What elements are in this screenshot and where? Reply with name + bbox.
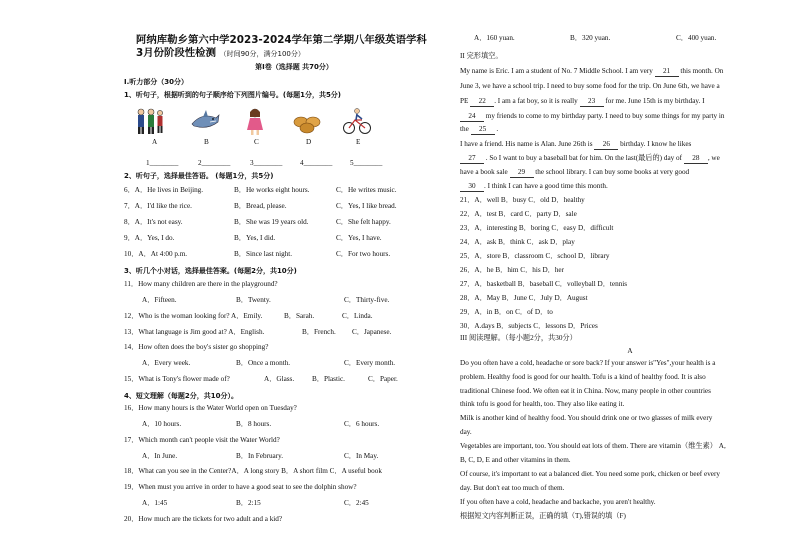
passage-line-4: think tofu is good for health, too. They also like eating it.: [460, 400, 625, 408]
question-18: 18．What can you see in the Center?A．A long story B．A short film C．A useful book: [124, 467, 382, 475]
blank-29[interactable]: 29: [510, 168, 534, 178]
cloze-option-24[interactable]: 24．A．ask B．think C．ask D．play: [460, 238, 575, 246]
cloze-option-21[interactable]: 21．A．well B．busy C．old D．healthy: [460, 196, 585, 204]
reading-heading: III 阅读理解。（每小题2分，共30分）: [460, 334, 577, 342]
picture-blank-5[interactable]: 5________: [350, 159, 383, 167]
question-7: 7．A．I'd like the rice.: [124, 202, 192, 210]
question-8: 8．A．It's not easy.: [124, 218, 183, 226]
question-19-option-a[interactable]: A．1:45: [142, 499, 168, 507]
question-17-option-b[interactable]: B．In February.: [236, 452, 284, 460]
question-15-option-a[interactable]: A．Glass.: [264, 375, 295, 383]
cloze-line-7: 27 . So I want to buy a baseball bat for him. On the last(最后的) day of 28 , we: [460, 154, 720, 164]
blank-23[interactable]: 23: [580, 97, 604, 107]
shark-picture: [190, 106, 220, 136]
question-11-option-a[interactable]: A．Fifteen.: [142, 296, 177, 304]
cloze-line-9: 30 . I think I can have a good time this month.: [460, 182, 608, 192]
blank-27[interactable]: 27: [460, 154, 484, 164]
passage-line-10: day. But don't eat too much of them.: [460, 484, 565, 492]
question-16-option-b[interactable]: B．8 hours.: [236, 420, 272, 428]
passage-line-8: B, C, D, E and other vitamins in them.: [460, 456, 571, 464]
picture-label-a: A: [152, 138, 158, 146]
cloze-line-3: PE 22 . I am a fat boy, so it is really 23 for me. June 15th is my birthday. I: [460, 97, 705, 105]
question-6: 6．A．He lives in Beijing.: [124, 186, 204, 194]
question-19: 19．When must you arrive in order to have a good seat to see the dolphin show?: [124, 483, 357, 491]
true-false-instruction: 根据短文内容判断正误，正确的填（T),错误的填（F): [460, 512, 626, 520]
question-10-option-b[interactable]: B．Since last night.: [234, 250, 293, 258]
picture-blank-2[interactable]: 2________: [198, 159, 231, 167]
passage-line-6: day.: [460, 428, 472, 436]
section-4-heading: 4、短文理解（每题2分，共10分）。: [124, 392, 238, 400]
question-16-option-a[interactable]: A．10 hours.: [142, 420, 182, 428]
question-9-option-b[interactable]: B．Yes, I did.: [234, 234, 276, 242]
question-14-option-b[interactable]: B．Once a month.: [236, 359, 291, 367]
cloze-line-8: have a book sale 29 the school library. I can buy some books at very good: [460, 168, 690, 176]
picture-label-e: E: [356, 138, 361, 146]
cloze-line-2: June 3, we have a school trip. I need to buy some food for the trip. On June 6th, we have a: [460, 82, 720, 90]
question-12: 12．Who is the woman looking for? A．Emily.: [124, 312, 263, 320]
passage-line-3: traditional Chinese food. We often eat it in China. Now, many people in other countries: [460, 387, 711, 395]
section-3-heading: 3、听几个小对话，选择最佳答案。(每题2分，共10分): [124, 267, 297, 275]
cloze-option-28[interactable]: 28．A．May B．June C．July D．August: [460, 294, 588, 302]
question-10-option-c[interactable]: C．For two hours.: [336, 250, 391, 258]
cloze-option-23[interactable]: 23．A．interesting B．boring C．easy D．difficult: [460, 224, 614, 232]
blank-30[interactable]: 30: [460, 182, 484, 192]
passage-line-7: Vegetables are important, too. You should eat lots of them. There are vitamin（维生素） A,: [460, 442, 726, 450]
question-17-option-c[interactable]: C．In May.: [344, 452, 379, 460]
question-13-option-c[interactable]: C．Japanese.: [352, 328, 392, 336]
question-20: 20．How much are the tickets for two adult and a kid?: [124, 515, 283, 523]
blank-25[interactable]: 25: [471, 125, 495, 135]
cloze-line-1: My name is Eric. I am a student of No. 7 Middle School. I am very 21 this month. On: [460, 67, 724, 75]
cloze-option-30[interactable]: 30．A.days B．subjects C．lessons D．Prices: [460, 322, 598, 330]
passage-line-9: Of course, it's important to eat a balanced diet. You need some pork, chicken or beef every: [460, 470, 720, 478]
question-20-option-c[interactable]: C．400 yuan.: [676, 34, 717, 42]
bread-picture: [292, 106, 322, 136]
volume-heading: 第I卷（选择题 共70分）: [255, 63, 333, 71]
girl-picture: [240, 106, 270, 136]
cloze-option-29[interactable]: 29．A．in B．on C．of D．to: [460, 308, 553, 316]
question-10: 10．A．At 4:00 p.m.: [124, 250, 188, 258]
question-16-option-c[interactable]: C．6 hours.: [344, 420, 380, 428]
passage-line-2: problem. Healthy food is good for our health. Tofu is a kind of healthy food. It is also: [460, 373, 706, 381]
passage-line-5: Milk is another kind of healthy food. You should drink one or two glasses of milk every: [460, 414, 713, 422]
picture-label-b: B: [204, 138, 209, 146]
question-13: 13．What language is Jim good at? A．English.: [124, 328, 265, 336]
question-20-option-b[interactable]: B．320 yuan.: [570, 34, 611, 42]
question-19-option-c[interactable]: C．2:45: [344, 499, 369, 507]
blank-24[interactable]: 24: [460, 112, 484, 122]
section-1-heading: 1、听句子，根据听到的句子顺序给下列图片编号。(每题1分，共5分): [124, 91, 342, 99]
cloze-heading: II 完形填空。: [460, 52, 503, 60]
blank-21[interactable]: 21: [655, 67, 679, 77]
question-9-option-c[interactable]: C．Yes, I have.: [336, 234, 382, 242]
question-20-option-a[interactable]: A．160 yuan.: [474, 34, 515, 42]
question-12-option-c[interactable]: C．Linda.: [342, 312, 373, 320]
section-2-heading: 2、听句子，选择最佳答语。 (每题1分，共5分): [124, 172, 274, 180]
picture-blank-4[interactable]: 4________: [300, 159, 333, 167]
question-19-option-b[interactable]: B．2:15: [236, 499, 261, 507]
question-6-option-b[interactable]: B．He works eight hours.: [234, 186, 310, 194]
question-11-option-c[interactable]: C．Thirty-five.: [344, 296, 390, 304]
question-14-option-a[interactable]: A．Every week.: [142, 359, 191, 367]
blank-28[interactable]: 28: [684, 154, 708, 164]
question-17: 17．Which month can't people visit the Water World?: [124, 436, 280, 444]
question-7-option-b[interactable]: B．Bread, please.: [234, 202, 287, 210]
question-8-option-b[interactable]: B．She was 19 years old.: [234, 218, 309, 226]
cloze-line-6: I have a friend. His name is Alan. June 26th is 26 birthday. I know he likes: [460, 140, 692, 148]
listening-part-heading: I.听力部分（30分）: [124, 78, 189, 86]
picture-blank-3[interactable]: 3________: [250, 159, 283, 167]
blank-22[interactable]: 22: [470, 97, 494, 107]
blank-26[interactable]: 26: [594, 140, 618, 150]
cloze-line-4: 24 my friends to come to my birthday party. I need to buy some things for my party in: [460, 112, 724, 122]
cloze-option-27[interactable]: 27．A．basketball B．baseball C．volleyball D．tennis: [460, 280, 628, 288]
question-17-option-a[interactable]: A．In June.: [142, 452, 178, 460]
exam-subtitle: 3月份阶段性检测 （时间90分，满分100分）: [136, 47, 305, 59]
passage-letter: A: [627, 347, 633, 355]
question-13-option-b[interactable]: B．French.: [302, 328, 336, 336]
question-8-option-c[interactable]: C．She felt happy.: [336, 218, 391, 226]
cloze-line-5: the 25 .: [460, 125, 499, 133]
question-6-option-c[interactable]: C．He writes music.: [336, 186, 397, 194]
cloze-option-25[interactable]: 25．A．store B．classroom C．school D．library: [460, 252, 610, 260]
question-15-option-c[interactable]: C．Paper.: [368, 375, 398, 383]
question-14-option-c[interactable]: C．Every month.: [344, 359, 396, 367]
picture-label-d: D: [306, 138, 312, 146]
picture-blank-1[interactable]: 1________: [146, 159, 179, 167]
question-12-option-b[interactable]: B．Sarah.: [284, 312, 315, 320]
cloze-option-22[interactable]: 22．A．test B．card C．party D．sale: [460, 210, 577, 218]
question-16: 16．How many hours is the Water World open on Tuesday?: [124, 404, 297, 412]
question-11-option-b[interactable]: B．Twenty.: [236, 296, 271, 304]
question-9: 9．A．Yes, I do.: [124, 234, 175, 242]
question-14: 14．How often does the boy's sister go shopping?: [124, 343, 269, 351]
passage-line-1: Do you often have a cold, headache or sore back? If your answer is"Yes",your health is a: [460, 359, 716, 367]
picture-label-c: C: [254, 138, 259, 146]
exam-title: 阿纳库勒乡第六中学2023-2024学年第二学期八年级英语学科: [136, 34, 427, 46]
question-15: 15．What is Tony's flower made of?: [124, 375, 230, 383]
people-standing-picture: [134, 106, 164, 136]
cyclist-picture: [342, 106, 372, 136]
question-7-option-c[interactable]: C．Yes, I like bread.: [336, 202, 397, 210]
question-15-option-b[interactable]: B．Plastic.: [312, 375, 345, 383]
passage-line-11: If you often have a cold, headache and backache, you aren't healthy.: [460, 498, 656, 506]
cloze-option-26[interactable]: 26．A．he B．him C．his D．her: [460, 266, 565, 274]
question-11: 11．How many children are there in the playground?: [124, 280, 278, 288]
